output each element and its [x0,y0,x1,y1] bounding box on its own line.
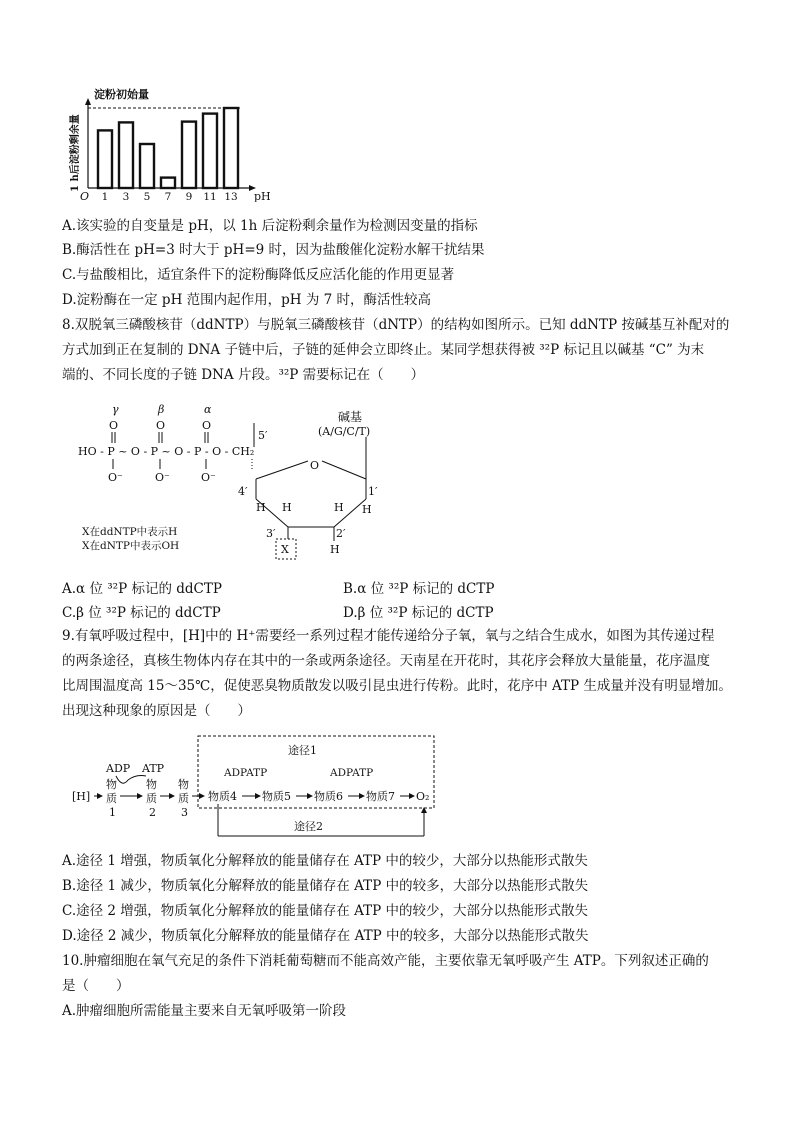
o2-end: O₂ [416,790,430,803]
bar-ph-5 [140,144,154,188]
chart-y-label: 1 h后淀粉剩余量 [70,114,81,192]
q7-option-b: B.酶活性在 pH=3 时大于 pH=9 时，因为盐酸催化淀粉水解干扰结果 [62,242,485,258]
q9-option-a: A.途径 1 增强，物质氧化分解释放的能量储存在 ATP 中的较少，大部分以热能形式散失 [62,853,588,869]
c1-h: H [362,503,372,516]
matter4: 物质4 [208,790,237,803]
bar-ph-7 [161,178,175,188]
alpha-label: α [204,403,212,416]
q9-stem-line-4: 出现这种现象的原因是（ ） [62,703,251,719]
x-tick-label: 7 [164,191,172,202]
gamma-label: γ [112,403,119,416]
x-tick-label: 13 [224,191,238,202]
m2-char1: 物 [146,778,157,791]
q9-stem-line-2: 的两条途径，真核生物体内存在其中的一条或两条途径。天南星在开花时，其花序会释放大量能量，花序温度 [62,653,710,669]
electron-transport-diagram [72,732,442,842]
c3-h: H [282,501,292,514]
note-dntp: X在dNTP中表示OH [82,540,180,552]
q8-stem-line-1: 8.双脱氧三磷酸核苷（ddNTP）与脱氧三磷酸核苷（dNTP）的结构如图所示。已知 ddNTP 按碱基互补配对的 [62,317,730,333]
matter5: 物质5 [262,790,291,803]
q9-stem-line-1: 9.有氧呼吸过程中，[H]中的 H⁺需要经一系列过程才能传递给分子氧，氧与之结合生成水，如图为其传递过程 [62,628,715,644]
m3-char2: 质 [178,792,189,805]
bar-ph-11 [203,114,217,188]
beta-o-bottom: O⁻ [155,471,170,484]
q8-option-a: A.α 位 ³²P 标记的 ddCTP [62,581,222,597]
chart-top-label: 淀粉初始量 [94,88,149,101]
beta-label: β [158,403,165,416]
note-ddntp: X在ddNTP中表示H [82,526,178,538]
beta-o-top: O [156,419,166,432]
m2-char3: 2 [149,806,156,819]
q8-option-b: B.α 位 ³²P 标记的 dCTP [343,581,495,597]
c2-label: 2′ [336,527,346,540]
x-tick-label: 5 [143,191,151,202]
m3-char3: 3 [181,806,188,819]
ph-bar-chart [62,84,292,202]
c2-h-bottom: H [330,543,340,556]
pathway2-label: 途径2 [294,820,323,833]
x-tick-label: 11 [203,191,217,202]
q9-stem-line-3: 比周围温度高 15～35℃，促使恶臭物质散发以吸引昆虫进行传粉。此时，花序中 ATP 生成量并没有明显增加。 [62,678,732,694]
bar-ph-13 [224,108,238,188]
h-start: [H] [72,790,91,803]
m1-char3: 1 [109,806,116,819]
q8-stem-line-3: 端的、不同长度的子链 DNA 片段。³²P 需要标记在（ ） [62,367,425,383]
q10-option-a: A.肿瘤细胞所需能量主要来自无氧呼吸第一阶段 [62,1003,347,1019]
phosphate-chain-formula: HO - P ~ O - P ~ O - P - O - CH₂ [78,445,255,458]
alpha-o-top: O [202,419,212,432]
x-tick-label: 9 [185,191,193,202]
c4-h: H [256,501,266,514]
m2-char2: 质 [146,792,157,805]
alpha-o-bottom: O⁻ [201,471,216,484]
x-tick-label: 1 [101,191,109,202]
m1-char1: 物 [106,778,117,791]
bar-ph-1 [98,130,112,188]
base-label: 碱基 [338,410,363,424]
q8-stem-line-2: 方式加到正在复制的 DNA 子链中后，子链的延伸会立即终止。某同学想获得被 ³²P 标记且以碱基 “C” 为末 [62,342,705,358]
bar-ph-9 [182,122,196,188]
q7-option-c: C.与盐酸相比，适宜条件下的淀粉酶降低反应活化能的作用更显著 [62,267,455,283]
base-options: (A/G/C/T) [318,425,371,438]
m1-char2: 质 [106,792,117,805]
five-prime-label: 5′ [258,429,268,442]
c4-label: 4′ [238,485,248,498]
chart-x-label: pH [254,190,271,202]
nucleotide-structure-diagram [76,395,406,565]
gamma-o-top: O [109,419,119,432]
q9-option-d: D.途径 2 减少，物质氧化分解释放的能量储存在 ATP 中的较多，大部分以热能形式散失 [62,928,589,944]
bar-ph-3 [119,122,133,188]
adp-label: ADP [106,762,131,775]
q8-option-d: D.β 位 ³²P 标记的 dCTP [343,605,494,621]
q7-option-a: A.该实验的自变量是 pH，以 1h 后淀粉剩余量作为检测因变量的指标 [62,218,478,234]
y-axis-arrow [85,98,91,105]
adpatp-2: ADPATP [330,767,374,779]
m3-char1: 物 [178,778,189,791]
x-tick-label: 3 [122,191,130,202]
q9-option-c: C.途径 2 增强，物质氧化分解释放的能量储存在 ATP 中的较少，大部分以热能形式散失 [62,903,588,919]
c1-label: 1′ [368,485,378,498]
atp-label: ATP [142,762,165,775]
matter6: 物质6 [314,790,343,803]
pathway1-label: 途径1 [288,744,317,757]
matter7: 物质7 [366,790,395,803]
q10-stem-line-1: 10.肿瘤细胞在氧气充足的条件下消耗葡萄糖而不能高效产能，主要依靠无氧呼吸产生 ATP。下列叙述正确的 [62,953,709,969]
q7-option-d: D.淀粉酶在一定 pH 范围内起作用，pH 为 7 时，酶活性较高 [62,292,432,308]
chart-origin: O [80,190,90,202]
ring-oxygen: O [310,459,320,472]
q9-option-b: B.途径 1 减少，物质氧化分解释放的能量储存在 ATP 中的较多，大部分以热能形式散失 [62,878,589,894]
q8-option-c: C.β 位 ³²P 标记的 ddCTP [62,605,221,621]
gamma-o-bottom: O⁻ [108,471,123,484]
c2-h: H [334,501,344,514]
c3-label: 3′ [266,527,276,540]
x-label: X [281,543,289,556]
adpatp-1: ADPATP [224,767,268,779]
q10-stem-line-2: 是（ ） [62,978,130,994]
